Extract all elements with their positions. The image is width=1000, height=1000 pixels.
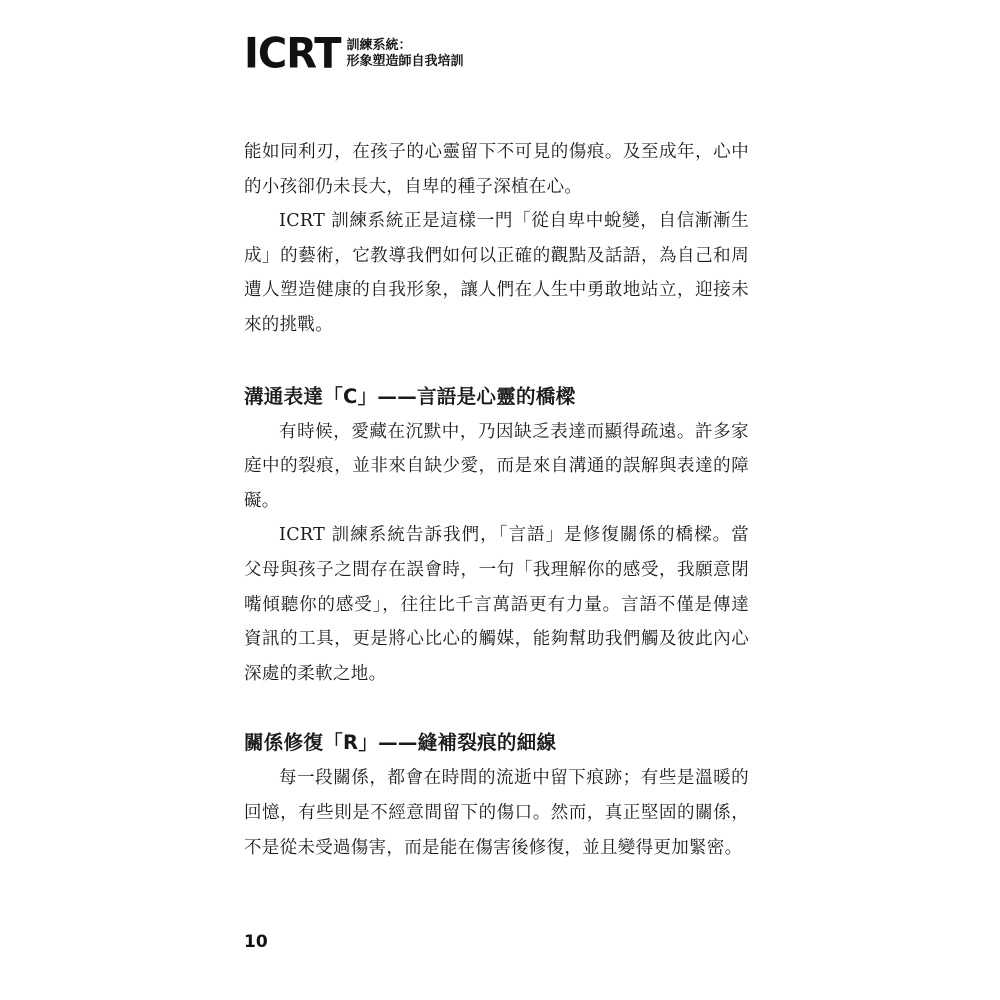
icrt-logo: ICRT [244,29,341,79]
paragraph-icrt-intro: ICRT 訓練系統正是這樣一門「從自卑中蛻變，自信漸漸生成」的藝術，它教導我們如何以正確的觀點及話語，為自己和周遭人塑造健康的自我形象，讓人們在人生中勇敢地站立，迎接未來的挑戰。 [244,211,749,335]
header-subtitle-line2: 形象塑造師自我培訓 [346,54,464,69]
paragraph-relationship-1: 每一段關係，都會在時間的流逝中留下痕跡；有些是溫暖的回憶，有些則是不經意間留下的傷口。然而，真正堅固的關係，不是從未受過傷害，而是能在傷害後修復，並且變得更加緊密。 [244,768,749,858]
section-heading-relationship: 關係修復「R」——縫補裂痕的細線 [244,731,557,755]
paragraph-communication-2: ICRT 訓練系統告訴我們，「言語」是修復關係的橋樑。當父母與孩子之間存在誤會時，一句「我理解你的感受，我願意閉嘴傾聽你的感受」，往往比千言萬語更有力量。言語不僅是傳達資訊的工具，更是將心比心的觸媒，能夠幫助我們觸及彼此內心深處的柔軟之地。 [244,525,749,684]
paragraph-communication-1: 有時候，愛藏在沉默中，乃因缺乏表達而顯得疏遠。許多家庭中的裂痕，並非來自缺少愛，而是來自溝通的誤解與表達的障礙。 [244,421,749,511]
section-heading-communication: 溝通表達「C」——言語是心靈的橋樑 [244,384,576,408]
running-header [244,29,464,79]
header-subtitle [347,38,464,70]
page-body [244,135,749,865]
header-subtitle-line1: 訓練系統： [346,38,412,53]
paragraph-continued: 能如同利刃，在孩子的心靈留下不可見的傷痕。及至成年，心中的小孩卻仍未長大，自卑的種子深植在心。 [244,142,749,197]
page-number: 10 [244,932,268,952]
